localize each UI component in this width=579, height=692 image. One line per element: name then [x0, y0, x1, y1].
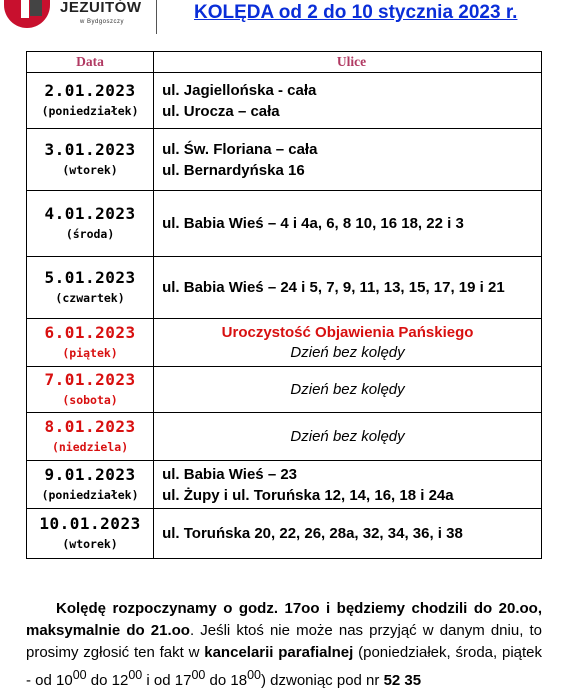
page-title: KOLĘDA od 2 do 10 stycznia 2023 r.: [194, 2, 518, 23]
table-row: [27, 129, 542, 191]
date-text: 9.01.2023: [44, 465, 136, 484]
paragraph-text: do 18: [205, 672, 248, 689]
feast-name: Uroczystość Objawienia Pańskiego: [221, 323, 474, 341]
street-entry: ul. Babia Wieś – 23: [162, 465, 298, 483]
street-entry: ul. Bernardyńska 16: [162, 161, 305, 179]
date-text: 6.01.2023: [44, 323, 136, 342]
date-cell: [27, 73, 154, 129]
time-sup: 00: [191, 668, 206, 682]
streets-cell: [154, 367, 542, 413]
streets-cell: [154, 257, 542, 319]
streets-cell: [154, 319, 542, 367]
streets-cell: [154, 509, 542, 559]
street-entry: ul. Żupy i ul. Toruńska 12, 14, 16, 18 i 24a: [162, 486, 454, 504]
header-divider: [156, 0, 157, 34]
streets-cell: [154, 129, 542, 191]
streets-cell: [154, 191, 542, 257]
date-text: 7.01.2023: [44, 370, 136, 389]
logo-emblem-icon: [4, 0, 50, 28]
phone-number: 52 35: [383, 672, 422, 689]
info-paragraph: [26, 598, 542, 692]
parish-logo: [0, 0, 160, 36]
paragraph-text: i od 17: [142, 672, 192, 689]
date-cell: [27, 509, 154, 559]
weekday-text: (wtorek): [62, 537, 118, 551]
table-row: [27, 509, 542, 559]
weekday-text: (piątek): [62, 346, 118, 360]
column-header-streets: Ulice: [154, 52, 542, 73]
paragraph-text: ) dzwoniąc pod nr: [260, 672, 384, 689]
streets-cell: [154, 461, 542, 509]
date-cell: [27, 461, 154, 509]
date-cell: [27, 367, 154, 413]
logo-name: JEZUITÓW: [60, 0, 142, 16]
paragraph-text: (poniedziałek, środa, piątek - od 10: [26, 644, 542, 689]
date-text: 2.01.2023: [44, 81, 136, 100]
no-visit-note: Dzień bez kolędy: [290, 427, 405, 445]
street-entry: ul. Jagiellońska - cała: [162, 81, 317, 99]
weekday-text: (poniedziałek): [41, 104, 139, 118]
hours-bold-text: Kolędę rozpoczynamy o godz. 17oo i będziemy chodzili do 20.oo, maksymalnie do 21.oo: [26, 600, 542, 639]
date-cell: [27, 257, 154, 319]
table-row: [27, 257, 542, 319]
table-row: [27, 73, 542, 129]
parish-office-text: kancelarii parafialnej: [204, 644, 354, 661]
weekday-text: (poniedziałek): [41, 488, 139, 502]
logo-subtitle: w Bydgoszczy: [80, 19, 125, 25]
weekday-text: (wtorek): [62, 163, 118, 177]
weekday-text: (czwartek): [55, 291, 125, 305]
weekday-text: (sobota): [62, 393, 118, 407]
date-cell: [27, 191, 154, 257]
time-sup: 00: [72, 668, 87, 682]
column-header-date: Data: [27, 52, 154, 73]
street-entry: ul. Św. Floriana – cała: [162, 140, 318, 158]
date-text: 10.01.2023: [39, 514, 141, 533]
date-text: 3.01.2023: [44, 140, 136, 159]
date-cell: [27, 129, 154, 191]
table-row: [27, 191, 542, 257]
date-text: 4.01.2023: [44, 204, 136, 223]
street-entry: ul. Urocza – cała: [162, 102, 280, 120]
time-sup: 00: [247, 668, 261, 682]
date-text: 5.01.2023: [44, 268, 136, 287]
streets-cell: [154, 413, 542, 461]
schedule-table: [26, 51, 542, 559]
table-row: [27, 367, 542, 413]
date-cell: [27, 413, 154, 461]
time-sup: 00: [128, 668, 143, 682]
streets-cell: [154, 73, 542, 129]
table-row: [27, 461, 542, 509]
date-cell: [27, 319, 154, 367]
date-text: 8.01.2023: [44, 417, 136, 436]
table-row: [27, 319, 542, 367]
no-visit-note: Dzień bez kolędy: [290, 380, 405, 398]
street-entry: ul. Babia Wieś – 4 i 4a, 6, 8 10, 16 18, 22 i 3: [162, 215, 464, 232]
no-visit-note: Dzień bez kolędy: [290, 343, 405, 361]
table-header-row: [27, 52, 542, 73]
table-row: [27, 413, 542, 461]
paragraph-text: do 12: [86, 672, 129, 689]
street-entry: ul. Babia Wieś – 24 i 5, 7, 9, 11, 13, 15, 17, 19 i 21: [162, 279, 505, 296]
street-entry: ul. Toruńska 20, 22, 26, 28a, 32, 34, 36, i 38: [162, 525, 463, 542]
weekday-text: (niedziela): [51, 440, 129, 454]
weekday-text: (środa): [65, 227, 115, 241]
paragraph-text: . Jeśli ktoś nie może nas przyjąć w danym dniu, to prosimy zgłosić ten fakt w: [26, 622, 542, 661]
